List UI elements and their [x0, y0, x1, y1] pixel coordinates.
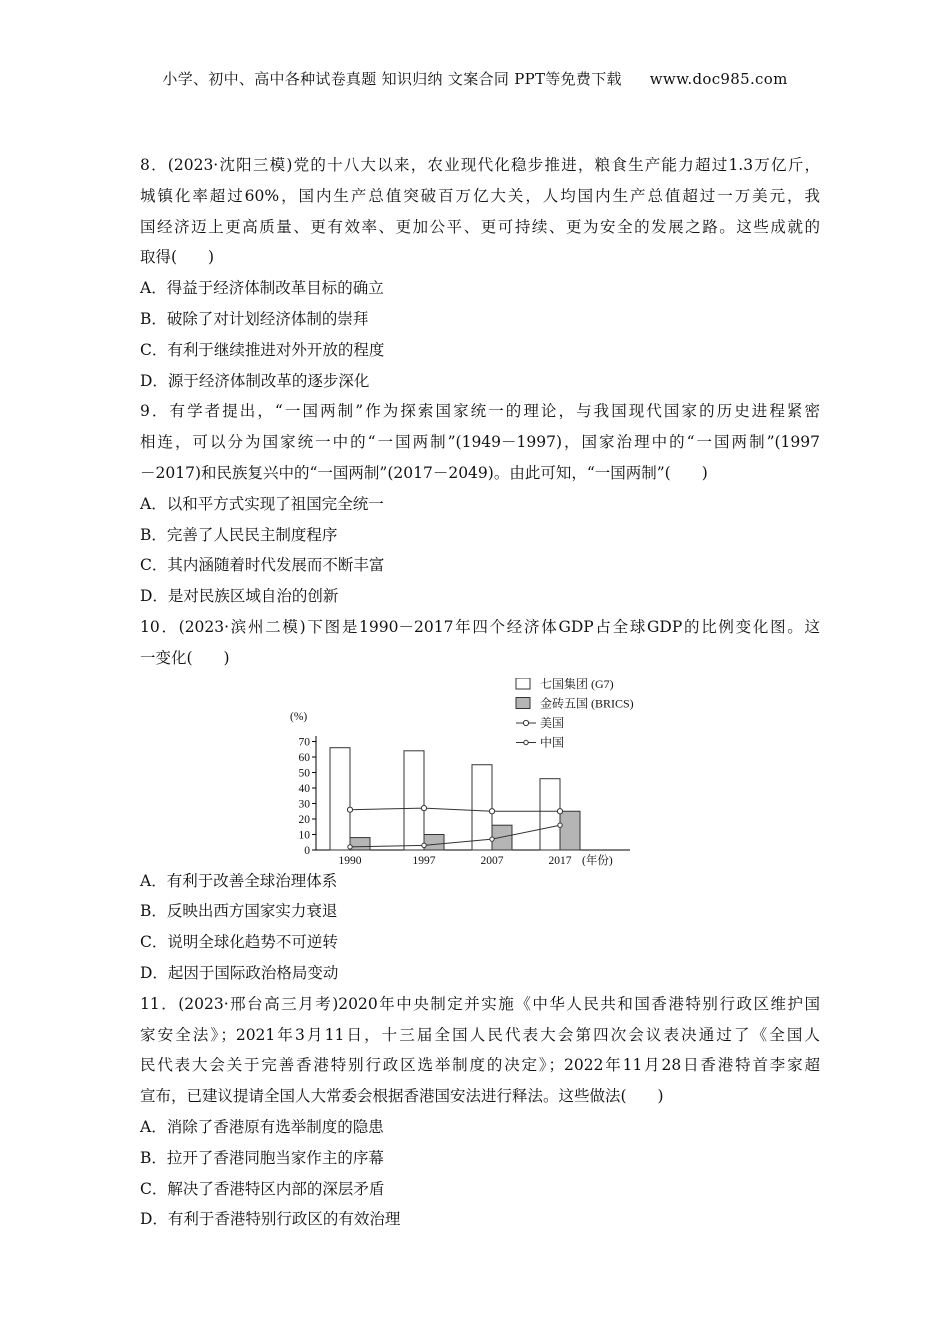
- point-china: [490, 836, 494, 840]
- header-text: 小学、初中、高中各种试卷真题 知识归纳 文案合同 PPT等免费下载: [162, 70, 622, 88]
- bar-brics: [350, 837, 370, 849]
- y-tick-label: 40: [298, 782, 310, 795]
- x-axis-label: (年份): [582, 854, 613, 866]
- question-content: [140, 150, 820, 1235]
- question-9: [140, 396, 820, 612]
- bar-g7: [472, 764, 492, 849]
- question-line: 国经济迈上更高质量、更有效率、更加公平、更可持续、更为安全的发展之路。这些成就的: [140, 217, 820, 236]
- option-a: A．有利于改善全球治理体系: [140, 871, 338, 890]
- question-line: 9．有学者提出，“一国两制”作为探索国家统一的理论，与我国现代国家的历史进程紧密: [140, 402, 820, 421]
- y-tick-label: 70: [298, 736, 310, 749]
- option-b: B．破除了对计划经济体制的崇拜: [140, 309, 369, 328]
- point-usa: [347, 807, 352, 812]
- option-d: D．源于经济体制改革的逐步深化: [140, 371, 370, 390]
- question-line: 民代表大会关于完善香港特别行政区选举制度的决定》；2022年11月28日香港特首李家超: [140, 1056, 820, 1075]
- option-b: B．拉开了香港同胞当家作主的序幕: [140, 1148, 384, 1167]
- option-d: D．有利于香港特别行政区的有效治理: [140, 1210, 401, 1229]
- point-usa: [421, 805, 426, 810]
- y-tick-label: 0: [304, 844, 310, 857]
- x-tick-label: 1997: [412, 854, 436, 866]
- question-line: 宣布，已建议提请全国人大常委会根据香港国安法进行释法。这些做法( ): [140, 1087, 664, 1106]
- legend-label: 七国集团 (G7): [540, 677, 614, 691]
- bar-brics: [424, 834, 444, 850]
- question-line: 取得( ): [140, 248, 215, 267]
- point-china: [558, 823, 562, 827]
- page-header: [0, 68, 950, 89]
- y-tick-label: 20: [298, 813, 310, 826]
- gdp-share-chart: [140, 678, 820, 866]
- y-tick-label: 60: [298, 751, 310, 764]
- x-tick-label: 2007: [480, 854, 504, 866]
- option-c: C．解决了香港特区内部的深层矛盾: [140, 1179, 385, 1198]
- legend-marker: [524, 740, 528, 744]
- bar-g7: [540, 778, 560, 849]
- point-china: [422, 843, 426, 847]
- option-a: A．得益于经济体制改革目标的确立: [140, 279, 384, 298]
- chart-svg: [140, 678, 820, 866]
- legend-swatch: [516, 678, 530, 689]
- question-line: 家安全法》；2021年3月11日，十三届全国人民代表大会第四次会议表决通过了《全国人: [140, 1025, 820, 1044]
- question-line: －2017)和民族复兴中的“一国两制”(2017－2049)。由此可知，“一国两制”( ): [140, 463, 708, 482]
- y-tick-label: 50: [298, 767, 310, 780]
- option-b: B．反映出西方国家实力衰退: [140, 902, 338, 921]
- question-line: 8．(2023·沈阳三模)党的十八大以来，农业现代化稳步推进，粮食生产能力超过1.3万亿斤，: [140, 156, 820, 174]
- question-line: 11．(2023·邢台高三月考)2020年中央制定并实施《中华人民共和国香港特别行政区维护国: [140, 994, 820, 1013]
- option-d: D．是对民族区域自治的创新: [140, 587, 339, 606]
- line-usa: [350, 808, 560, 811]
- legend-marker: [523, 720, 528, 725]
- question-10: [140, 612, 820, 989]
- y-tick-label: 10: [298, 829, 310, 842]
- option-c: C．说明全球化趋势不可逆转: [140, 933, 338, 952]
- option-a: A．以和平方式实现了祖国完全统一: [140, 494, 384, 513]
- question-line: 相连，可以分为国家统一中的“一国两制”(1949－1997)，国家治理中的“一国两制”(1997: [140, 433, 820, 452]
- point-china: [348, 844, 352, 848]
- legend-swatch: [516, 697, 530, 708]
- question-8: [140, 150, 820, 396]
- y-tick-label: 30: [298, 798, 310, 811]
- question-11: [140, 989, 820, 1235]
- bar-g7: [330, 747, 350, 849]
- point-usa: [557, 808, 562, 813]
- bar-g7: [404, 750, 424, 849]
- option-d: D．起因于国际政治格局变动: [140, 963, 339, 982]
- question-line: 城镇化率超过60%，国内生产总值突破百万亿大关，人均国内生产总值超过一万美元，我: [140, 186, 820, 205]
- option-b: B．完善了人民民主制度程序: [140, 525, 338, 544]
- legend-label: 金砖五国 (BRICS): [540, 696, 634, 711]
- x-tick-label: 1990: [338, 854, 362, 866]
- point-usa: [489, 808, 494, 813]
- option-a: A．消除了香港原有选举制度的隐患: [140, 1117, 384, 1136]
- option-c: C．其内涵随着时代发展而不断丰富: [140, 556, 385, 575]
- y-axis-label: (%): [290, 710, 308, 723]
- x-tick-label: 2017: [548, 854, 572, 866]
- legend-label: 美国: [540, 715, 565, 730]
- header-url[interactable]: www.doc985.com: [649, 70, 788, 88]
- legend-label: 中国: [540, 735, 565, 750]
- option-c: C．有利于继续推进对外开放的程度: [140, 340, 385, 359]
- question-line: 10．(2023·滨州二模)下图是1990－2017年四个经济体GDP占全球GDP的比例变化图。这: [140, 617, 820, 636]
- line-china: [350, 825, 560, 847]
- question-line: 一变化( ): [140, 648, 230, 667]
- bar-brics: [560, 811, 580, 850]
